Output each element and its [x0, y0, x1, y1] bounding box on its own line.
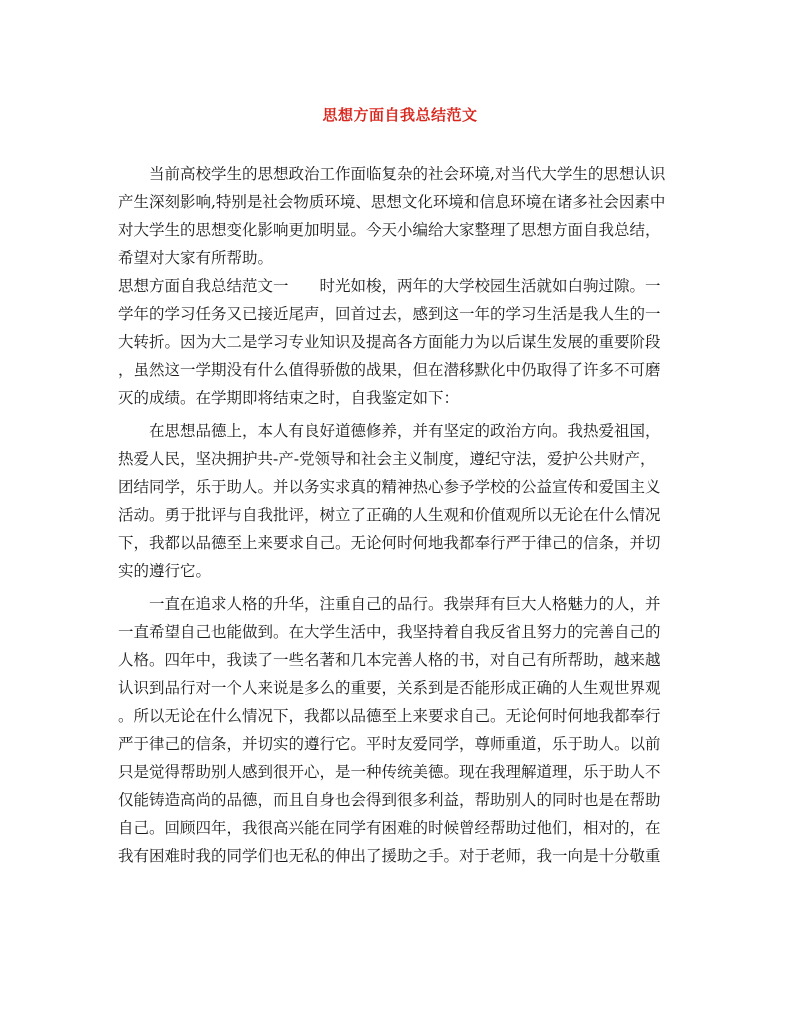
- paragraph-line: 我有困难时我的同学们也无私的伸出了援助之手。对于老师，我一向是十分敬重: [118, 847, 661, 865]
- paragraph-line: 。所以无论在什么情况下，我都以品德至上来要求自己。无论何时何地我都奉行: [118, 707, 661, 725]
- paragraph-line: 活动。勇于批评与自我批评，树立了正确的人生观和价值观所以无论在什么情况: [118, 506, 661, 524]
- paragraph-line: 希望对大家有所帮助。: [118, 249, 274, 267]
- paragraph-line: 团结同学，乐于助人。并以务实求真的精神热心参予学校的公益宣传和爱国主义: [118, 478, 661, 496]
- paragraph-line: ，虽然这一学期没有什么值得骄傲的战果，但在潜移默化中仍取得了许多不可磨: [118, 361, 661, 379]
- document-body: [118, 160, 678, 870]
- paragraph-line: 只是觉得帮助别人感到很开心，是一种传统美德。现在我理解道理，乐于助人不: [118, 763, 661, 781]
- paragraph-line: 一直希望自己也能做到。在大学生活中，我坚持着自我反省且努力的完善自己的: [118, 623, 661, 641]
- paragraph-line: 认识到品行对一个人来说是多么的重要，关系到是否能形成正确的人生观世界观: [118, 679, 661, 697]
- paragraph-line: 大转折。因为大二是学习专业知识及提高各方面能力为以后谋生发展的重要阶段: [118, 333, 661, 351]
- paragraph-line: 灭的成绩。在学期即将结束之时，自我鉴定如下：: [118, 389, 460, 407]
- paragraph-line: 热爱人民，坚决拥护共-产-党领导和社会主义制度，遵纪守法，爱护公共财产，: [118, 450, 656, 468]
- paragraph-line: 自己。回顾四年，我很高兴能在同学有困难的时候曾经帮助过他们，相对的，在: [118, 819, 661, 837]
- paragraph-line: 实的遵行它。: [118, 562, 212, 580]
- paragraph-line: 思想方面自我总结范文一 时光如梭，两年的大学校园生活就如白驹过隙。一: [118, 277, 661, 295]
- paragraph-line: 在思想品德上，本人有良好道德修养，并有坚定的政治方向。我热爱祖国，: [118, 422, 661, 440]
- paragraph-line: 人格。四年中，我读了一些名著和几本完善人格的书，对自己有所帮助，越来越: [118, 651, 661, 669]
- paragraph-line: 对大学生的思想变化影响更加明显。今天小编给大家整理了思想方面自我总结，: [118, 221, 661, 239]
- paragraph-line: 一直在追求人格的升华，注重自己的品行。我崇拜有巨大人格魅力的人，并: [118, 595, 661, 613]
- paragraph-line: 下，我都以品德至上来要求自己。无论何时何地我都奉行严于律己的信条，并切: [118, 534, 661, 552]
- document-title: 思想方面自我总结范文: [322, 106, 478, 124]
- paragraph-line: 当前高校学生的思想政治工作面临复杂的社会环境,对当代大学生的思想认识: [118, 165, 666, 183]
- paragraph-line: 严于律己的信条，并切实的遵行它。平时友爱同学，尊师重道，乐于助人。以前: [118, 735, 661, 753]
- paragraph-line: 学年的学习任务又已接近尾声，回首过去，感到这一年的学习生活是我人生的一: [118, 305, 661, 323]
- paragraph-line: 仅能铸造高尚的品德，而且自身也会得到很多利益，帮助别人的同时也是在帮助: [118, 791, 661, 809]
- paragraph-line: 产生深刻影响,特别是社会物质环境、思想文化环境和信息环境在诸多社会因素中: [118, 193, 666, 211]
